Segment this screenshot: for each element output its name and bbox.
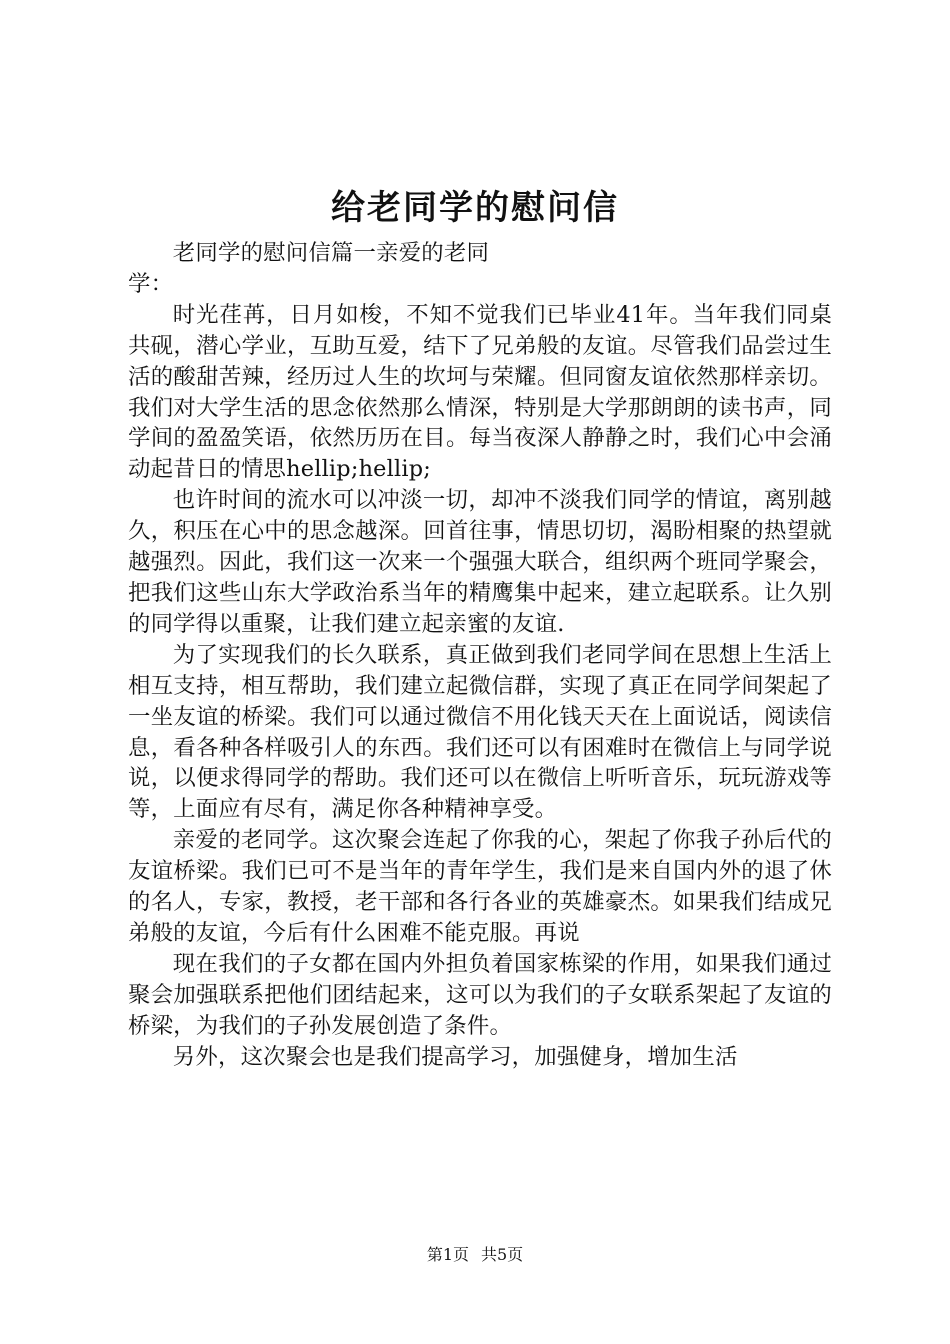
body-paragraph: 亲爱的老同学。这次聚会连起了你我的心，架起了你我子孙后代的友谊桥梁。我们已可不是当年的青年学生，我们是来自国内外的退了休的名人，专家，教授，老干部和各行各业的英雄豪杰。如果我们结成兄弟般的友谊，今后有什么困难不能克服。再说 xyxy=(128,827,832,946)
body-paragraph: 现在我们的子女都在国内外担负着国家栋梁的作用，如果我们通过聚会加强联系把他们团结起来，这可以为我们的子女联系架起了友谊的桥梁，为我们的子孙发展创造了条件。 xyxy=(128,950,832,1039)
page-footer xyxy=(0,1244,950,1266)
body-paragraph: 为了实现我们的长久联系，真正做到我们老同学间在思想上生活上相互支持，相互帮助，我们建立起微信群，实现了真正在同学间架起了一坐友谊的桥梁。我们可以通过微信不用化钱天天在上面说话，阅读信息，看各种各样吸引人的东西。我们还可以有困难时在微信上与同学说说，以便求得同学的帮助。我们还可以在微信上听听音乐，玩玩游戏等等，上面应有尽有，满足你各种精神享受。 xyxy=(128,641,832,823)
page-total: 共5页 xyxy=(481,1245,524,1264)
body-paragraph: 另外，这次聚会也是我们提高学习，加强健身，增加生活 xyxy=(172,1043,738,1070)
body-paragraph: 也许时间的流水可以冲淡一切，却冲不淡我们同学的情谊，离别越久，积压在心中的思念越深。回首往事，情思切切，渴盼相聚的热望就越强烈。因此，我们这一次来一个强强大联合，组织两个班同学聚会，把我们这些山东大学政治系当年的精鹰集中起来，建立起联系。让久别的同学得以重聚，让我们建立起亲蜜的友谊. xyxy=(128,487,832,637)
page-number: 第1页 xyxy=(426,1245,469,1264)
document-body xyxy=(128,238,832,1072)
document-title: 给老同学的慰问信 xyxy=(331,188,619,228)
body-paragraph: 老同学的慰问信篇一亲爱的老同学： xyxy=(128,240,490,297)
body-paragraph: 时光荏苒，日月如梭，不知不觉我们已毕业41年。当年我们同桌共砚，潜心学业，互助互爱，结下了兄弟般的友谊。尽管我们品尝过生活的酸甜苦辣，经历过人生的坎坷与荣耀。但同窗友谊依然那样亲切。我们对大学生活的思念依然那么情深，特别是大学那朗朗的读书声，同学间的盈盈笑语，依然历历在目。每当夜深人静静之时，我们心中会涌动起昔日的情思hellip;hellip; xyxy=(128,301,832,483)
